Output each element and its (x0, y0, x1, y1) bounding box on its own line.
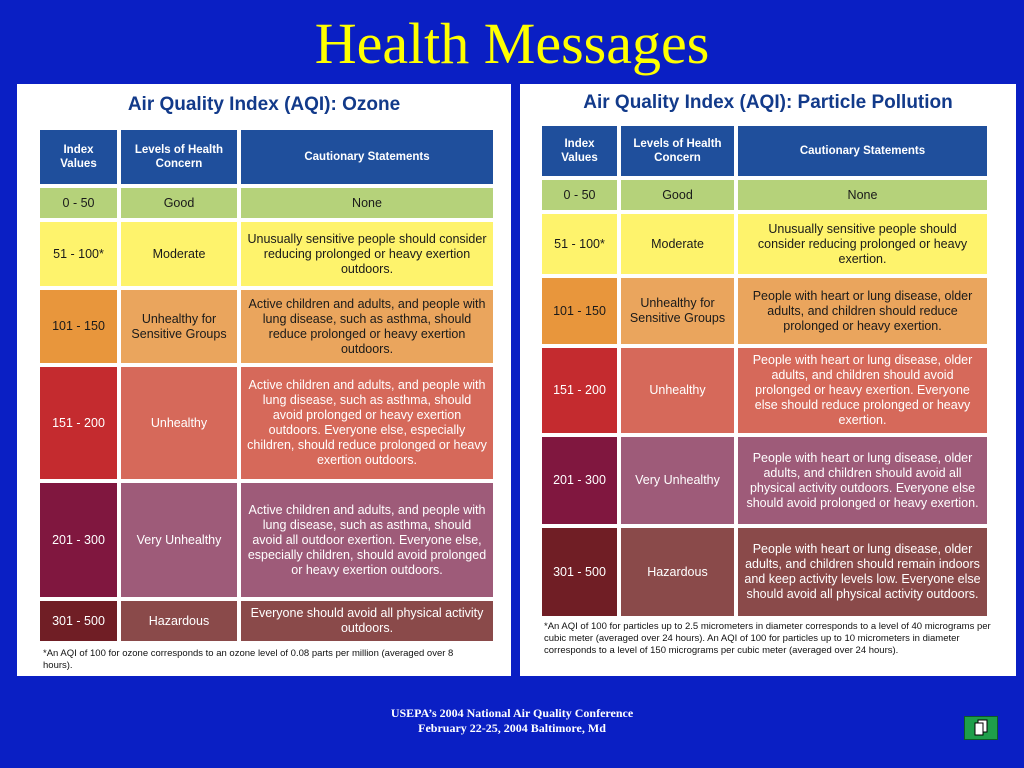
particle-index-cell: 101 - 150 (542, 278, 617, 344)
particle-index-cell: 201 - 300 (542, 437, 617, 524)
particle-level-cell: Unhealthy for Sensitive Groups (621, 278, 734, 344)
particle-level-cell: Good (621, 180, 734, 210)
particle-header-index: Index Values (542, 126, 617, 176)
ozone-statement-cell: Active children and adults, and people with lung disease, such as asthma, should avoid all outdoor exertion. Everyone else, especially children, should avoid prolonged or heavy exertion outdoors. (241, 483, 493, 597)
particle-level-cell: Moderate (621, 214, 734, 274)
particle-level-cell: Very Unhealthy (621, 437, 734, 524)
particle-level-cell: Hazardous (621, 528, 734, 616)
particle-statement-cell: People with heart or lung disease, older adults, and children should reduce prolonged or heavy exertion. (738, 278, 987, 344)
ozone-index-cell: 201 - 300 (40, 483, 117, 597)
particle-table-panel (520, 84, 1016, 676)
ozone-header-statements: Cautionary Statements (241, 130, 493, 184)
ozone-statement-cell: Unusually sensitive people should consider reducing prolonged or heavy exertion outdoors. (241, 222, 493, 286)
particle-statement-cell: Unusually sensitive people should consider reducing prolonged or heavy exertion. (738, 214, 987, 274)
footer (0, 706, 1024, 736)
footer-dates: February 22-25, 2004 Baltimore, Md (418, 721, 606, 735)
ozone-statement-cell: None (241, 188, 493, 218)
ozone-index-cell: 101 - 150 (40, 290, 117, 363)
particle-index-cell: 301 - 500 (542, 528, 617, 616)
particle-index-cell: 151 - 200 (542, 348, 617, 433)
footer-conference: USEPA’s 2004 National Air Quality Conference (390, 706, 634, 720)
ozone-level-cell: Unhealthy (121, 367, 237, 479)
ozone-header-levels: Levels of Health Concern (121, 130, 237, 184)
document-icon (972, 719, 990, 737)
particle-statement-cell: People with heart or lung disease, older adults, and children should remain indoors and keep activity levels low. Everyone else should avoid all physical activity outdoors. (738, 528, 987, 616)
ozone-table-panel (17, 84, 511, 676)
ozone-index-cell: 151 - 200 (40, 367, 117, 479)
particle-header-statements: Cautionary Statements (738, 126, 987, 176)
particle-footnote: *An AQI of 100 for particles up to 2.5 micrometers in diameter corresponds to a level of 40 micrograms per cubic meter (averaged over 24 hours). An AQI of 100 for particles up to 10 micrometers in diameter corresponds to a level of 150 micrograms per cubic meter (averaged over 24 hours). (544, 621, 991, 656)
particle-index-cell: 51 - 100* (542, 214, 617, 274)
ozone-index-cell: 0 - 50 (40, 188, 117, 218)
ozone-level-cell: Good (121, 188, 237, 218)
particle-index-cell: 0 - 50 (542, 180, 617, 210)
slide-title: Health Messages (314, 11, 710, 76)
particle-statement-cell: People with heart or lung disease, older adults, and children should avoid all physical activity outdoors. Everyone else should avoid prolonged or heavy exertion. (738, 437, 987, 524)
ozone-statement-cell: Active children and adults, and people with lung disease, such as asthma, should reduce prolonged or heavy exertion outdoors. (241, 290, 493, 363)
ozone-level-cell: Hazardous (121, 601, 237, 641)
ozone-header-index: Index Values (40, 130, 117, 184)
ozone-level-cell: Unhealthy for Sensitive Groups (121, 290, 237, 363)
ozone-statement-cell: Everyone should avoid all physical activity outdoors. (241, 601, 493, 641)
ozone-table-title: Air Quality Index (AQI): Ozone (127, 94, 401, 115)
slide-nav-button[interactable] (964, 716, 998, 740)
ozone-level-cell: Moderate (121, 222, 237, 286)
ozone-aqi-table (40, 130, 493, 641)
particle-statement-cell: People with heart or lung disease, older adults, and children should avoid prolonged or heavy exertion. Everyone else should reduce prolonged or heavy exertion. (738, 348, 987, 433)
ozone-footnote: *An AQI of 100 for ozone corresponds to an ozone level of 0.08 parts per million (averaged over 8 hours). (43, 648, 454, 671)
ozone-statement-cell: Active children and adults, and people with lung disease, such as asthma, should avoid prolonged or heavy exertion outdoors. Everyone else, especially children, should reduce prolonged or heavy exertion outdoors. (241, 367, 493, 479)
ozone-level-cell: Very Unhealthy (121, 483, 237, 597)
particle-table-title: Air Quality Index (AQI): Particle Pollution (583, 92, 953, 113)
particle-header-levels: Levels of Health Concern (621, 126, 734, 176)
particle-aqi-table (542, 126, 991, 616)
particle-level-cell: Unhealthy (621, 348, 734, 433)
particle-statement-cell: None (738, 180, 987, 210)
ozone-index-cell: 301 - 500 (40, 601, 117, 641)
ozone-index-cell: 51 - 100* (40, 222, 117, 286)
